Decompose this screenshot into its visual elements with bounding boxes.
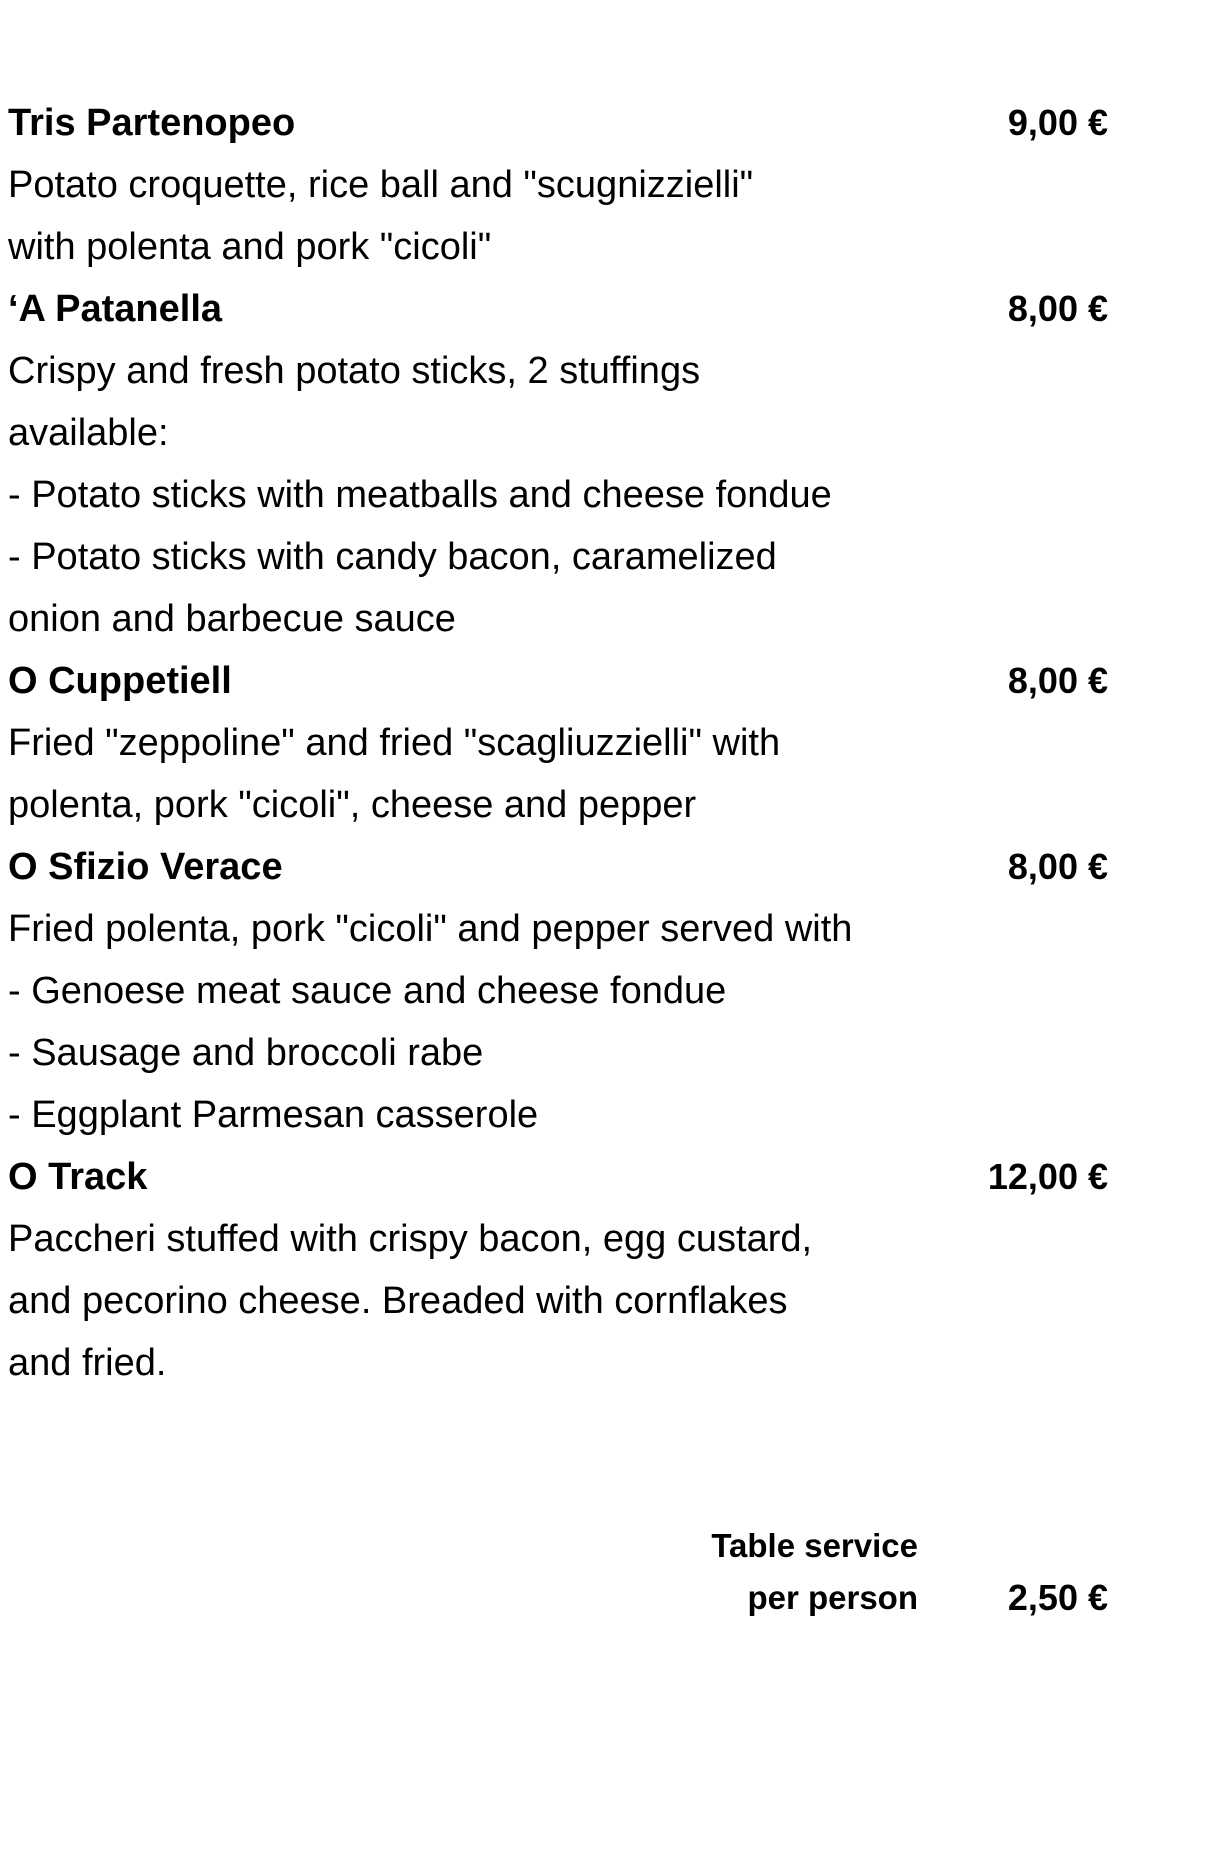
menu-item-name: Tris Partenopeo — [8, 102, 296, 144]
menu-item-header — [8, 92, 1108, 154]
menu-item-description-line: - Sausage and broccoli rabe — [8, 1032, 484, 1074]
menu-item-name: O Cuppetiell — [8, 660, 232, 702]
menu-item-header — [8, 278, 1108, 340]
menu-item-description-line: Fried "zeppoline" and fried "scagliuzzielli" with — [8, 722, 781, 764]
menu-item-description-line: - Eggplant Parmesan casserole — [8, 1094, 539, 1136]
menu-item-price: 9,00 € — [1007, 102, 1108, 143]
menu-item-description-line: - Genoese meat sauce and cheese fondue — [8, 970, 727, 1012]
menu-item-description-line: and fried. — [8, 1342, 167, 1384]
menu-item-description-line: Potato croquette, rice ball and "scugnizzielli" — [8, 164, 754, 206]
menu-item-description-line: with polenta and pork "cicoli" — [8, 226, 492, 268]
menu-item-header — [8, 650, 1108, 712]
menu-item-header — [8, 1146, 1108, 1208]
menu-item-description-line: polenta, pork "cicoli", cheese and pepper — [8, 784, 697, 826]
menu-item-description-line: Crispy and fresh potato sticks, 2 stuffings — [8, 350, 701, 392]
table-service-label — [711, 1520, 918, 1624]
menu-item-header — [8, 836, 1108, 898]
table-service-label-line: per person — [747, 1579, 918, 1616]
menu-item-price: 12,00 € — [987, 1156, 1108, 1197]
menu-item-description-line: and pecorino cheese. Breaded with cornflakes — [8, 1280, 788, 1322]
menu-item-price: 8,00 € — [1007, 846, 1108, 887]
table-service-label-line: Table service — [711, 1527, 918, 1564]
menu-item-description-line: Paccheri stuffed with crispy bacon, egg custard, — [8, 1218, 813, 1260]
menu-list — [8, 92, 1108, 1394]
menu-item-description-line: onion and barbecue sauce — [8, 598, 456, 640]
menu-item-o-cuppetiell — [8, 650, 1108, 836]
menu-item-description-line: - Potato sticks with candy bacon, caramelized — [8, 536, 777, 578]
menu-item-price: 8,00 € — [1007, 660, 1108, 701]
menu-item-price: 8,00 € — [1007, 288, 1108, 329]
menu-item-a-patanella — [8, 278, 1108, 650]
menu-item-tris-partenopeo — [8, 92, 1108, 278]
menu-item-name: O Track — [8, 1156, 148, 1198]
menu-item-description-line: Fried polenta, pork "cicoli" and pepper served with — [8, 908, 853, 950]
menu-item-name: O Sfizio Verace — [8, 846, 283, 888]
table-service-price: 2,50 € — [1007, 1577, 1108, 1618]
menu-item-name: ‘A Patanella — [8, 288, 223, 330]
menu-item-o-track — [8, 1146, 1108, 1394]
menu-item-o-sfizio-verace — [8, 836, 1108, 1146]
table-service-charge — [0, 1520, 1108, 1640]
menu-item-description-line: available: — [8, 412, 169, 454]
menu-item-description-line: - Potato sticks with meatballs and cheese fondue — [8, 474, 832, 516]
